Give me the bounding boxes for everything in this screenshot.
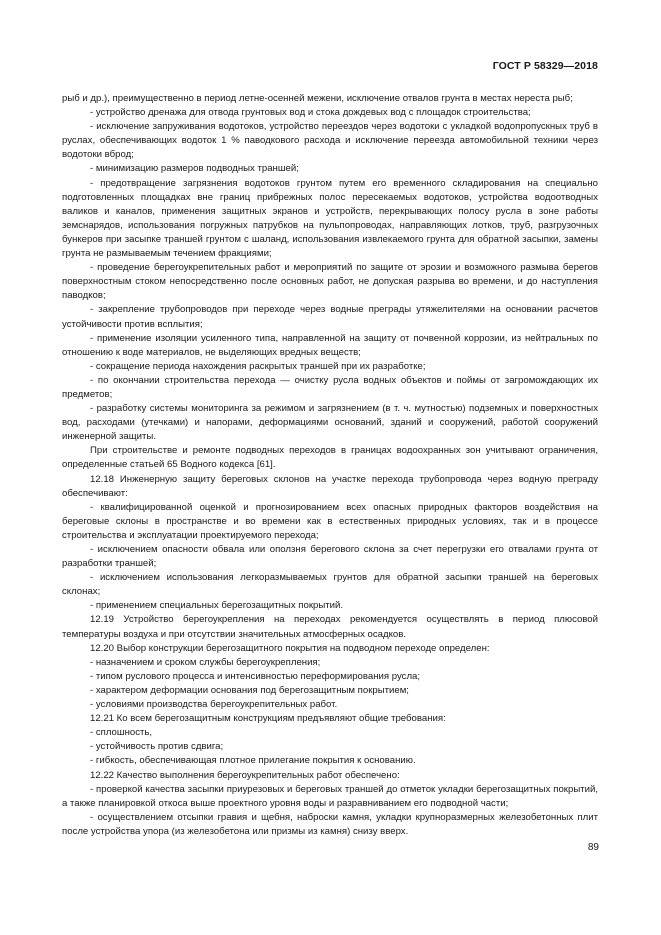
paragraph: - проверкой качества засыпки приурезовых и береговых траншей до отметок укладки берегозащитных покрытий, а также планировкой откоса выше проектного уровня воды и разравниванием его подводной части; bbox=[62, 783, 598, 809]
paragraph: - устройство дренажа для отвода грунтовых вод и стока дождевых вод с площадок строительства; bbox=[90, 107, 531, 119]
paragraph: - характером деформации основания под берегозащитным покрытием; bbox=[90, 684, 409, 696]
paragraph: - по окончании строительства перехода — очистку русла водных объектов и поймы от загромождающих их предметов; bbox=[62, 374, 598, 400]
paragraph: 12.20 Выбор конструкции берегозащитного покрытия на подводном переходе определен: bbox=[90, 642, 490, 654]
paragraph: - закрепление трубопроводов при переходе через водные преграды утяжелителями на основании расчетов устойчивости против всплытия; bbox=[62, 304, 598, 330]
paragraph: - исключением использования легкоразмываемых грунтов для обратной засыпки траншей на береговых склонах; bbox=[62, 572, 598, 598]
paragraph: 12.18 Инженерную защиту береговых склонов на участке перехода трубопровода через водную преграду обеспечивают: bbox=[62, 473, 598, 499]
paragraph: - условиями производства берегоукрепительных работ. bbox=[90, 699, 338, 711]
paragraph: рыб и др.), преимущественно в период летне-осенней межени, исключение отвалов грунта в местах нереста рыб; bbox=[62, 93, 573, 104]
paragraph: - устойчивость против сдвига; bbox=[90, 741, 224, 753]
paragraph: - применение изоляции усиленного типа, направленной на защиту от почвенной коррозии, из нейтральных по отношению к воде материалов, не выделяющих вредных веществ; bbox=[62, 332, 598, 358]
paragraph: - исключение запруживания водотоков, устройство переездов через водотоки с укладкой водопропускных труб в руслах, обеспечивающих водоток 1 % паводкового расхода и исключение переезда автомобильной техники через водотоки вброд; bbox=[62, 121, 598, 161]
paragraph: - сплошность, bbox=[90, 727, 153, 739]
paragraph: При строительстве и ремонте подводных переходов в границах водоохранных зон учитывают ограничения, определенные статьей 65 Водного кодекса [61]. bbox=[62, 445, 598, 471]
paragraph: - исключением опасности обвала или оползня берегового склона за счет перегрузки его отвалами грунта от разработки траншей; bbox=[62, 544, 598, 570]
paragraph: 12.22 Качество выполнения берегоукрепительных работ обеспечено: bbox=[90, 769, 400, 781]
paragraph: - квалифицированной оценкой и прогнозированием всех опасных природных факторов воздействия на береговые склоны в пространстве и во времени как в естественных природных условиях, так и в процессе строительства и эксплуатации проектируемого перехода; bbox=[62, 501, 598, 541]
paragraph: - сокращение периода нахождения раскрытых траншей при их разработке; bbox=[90, 360, 426, 372]
paragraph: - применением специальных берегозащитных покрытий. bbox=[90, 600, 344, 612]
paragraph: - осуществлением отсыпки гравия и щебня, наброски камня, укладки крупноразмерных железобетонных плит после устройства упора (из железобетона или призмы из камня) снизу вверх. bbox=[62, 811, 598, 837]
paragraph: - разработку системы мониторинга за режимом и загрязнением (в т. ч. мутностью) подземных и поверхностных вод, расходами (утечками) и напорами, деформациями оснований, зданий и сооружений, работой сооружений инженерной защиты. bbox=[62, 403, 598, 443]
paragraph: 12.21 Ко всем берегозащитным конструкциям предъявляют общие требования: bbox=[90, 713, 446, 725]
paragraph: - проведение берегоукрепительных работ и мероприятий по защите от эрозии и возможного размыва берегов поверхностным стоком непосредственно после основных работ, не допуская разрыва во времени, и до наступления паводков; bbox=[62, 262, 598, 302]
paragraph: - предотвращение загрязнения водотоков грунтом путем его временного складирования на специально подготовленных площадках вне границ прибрежных полос пересекаемых водотоков, устройства водоотводных валиков и каналов, применения защитных экранов и устройств, перекрывающих полосу русла в зоне работы земснарядов, использования погружных патрубков на пульпопроводах, направляющих лотков, труб, разгрузочных бункеров при засыпке траншей грунтом с шаланд, использования извлекаемого грунта для обратной засыпки, замены грунта не размываемым течением фракциями; bbox=[62, 177, 598, 260]
paragraph: - типом руслового процесса и интенсивностью переформирования русла; bbox=[90, 670, 421, 682]
body-text bbox=[62, 92, 598, 839]
paragraph: - назначением и сроком службы берегоукрепления; bbox=[90, 656, 321, 668]
document-code: ГОСТ Р 58329—2018 bbox=[492, 60, 598, 72]
paragraph: 12.19 Устройство берегоукрепления на переходах рекомендуется осуществлять в период плюсовой температуры воздуха и при отсутствии значительных атмосферных осадков. bbox=[62, 614, 598, 640]
paragraph: - минимизацию размеров подводных траншей; bbox=[90, 163, 299, 175]
page-number: 89 bbox=[587, 842, 599, 853]
paragraph: - гибкость, обеспечивающая плотное прилегание покрытия к основанию. bbox=[90, 755, 416, 767]
